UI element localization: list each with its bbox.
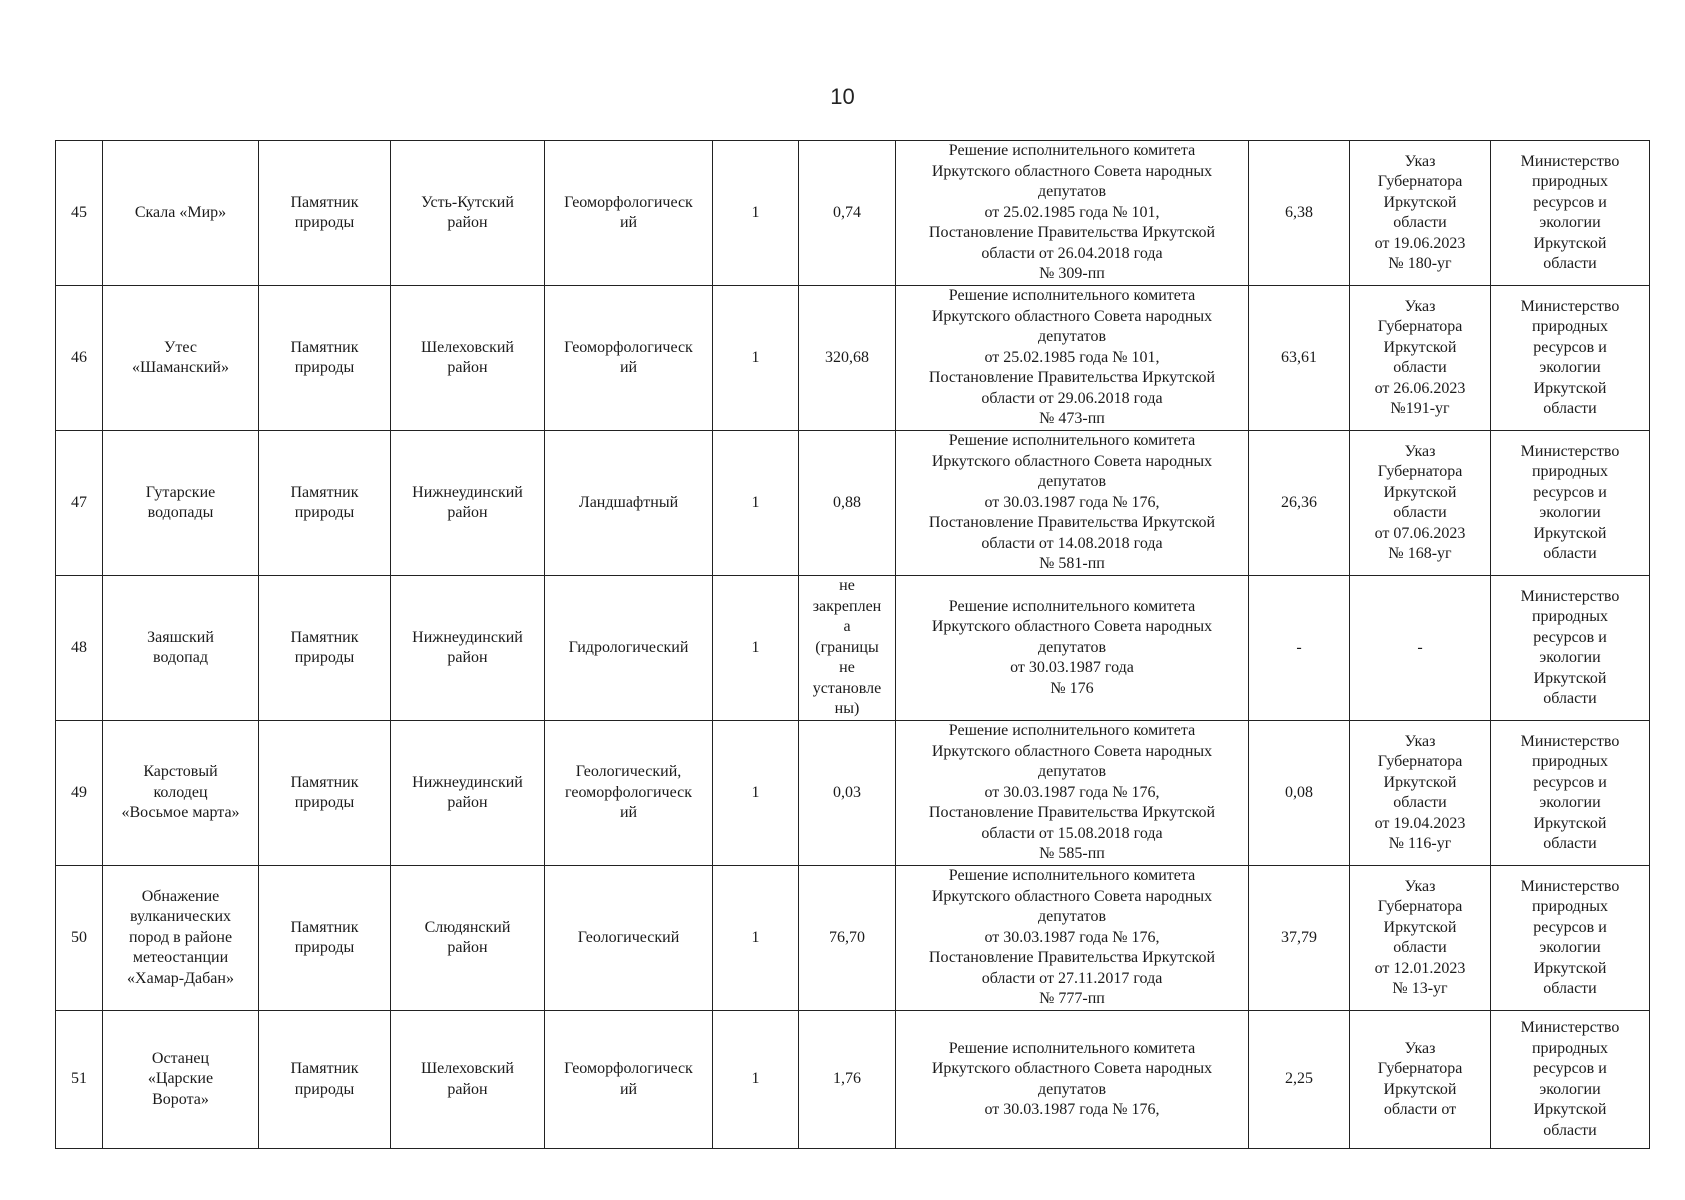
row-number: 46 [56,286,103,431]
object-name: Останец «Царские Ворота» [103,1011,259,1149]
row-number: 47 [56,431,103,576]
buffer-area: 2,25 [1249,1011,1350,1149]
buffer-area: 0,08 [1249,721,1350,866]
object-significance: 1 [713,431,799,576]
object-profile: Геоморфологическ ий [545,1011,713,1149]
managing-authority: Министерство природных ресурсов и экологии Иркутской области [1491,576,1650,721]
governor-decree: Указ Губернатора Иркутской области от 07.06.2023 № 168-уг [1350,431,1491,576]
governor-decree: Указ Губернатора Иркутской области от 19.04.2023 № 116-уг [1350,721,1491,866]
managing-authority: Министерство природных ресурсов и экологии Иркутской области [1491,431,1650,576]
table-row [56,866,1650,1011]
row-number: 48 [56,576,103,721]
governor-decree: Указ Губернатора Иркутской области от 19.06.2023 № 180-уг [1350,141,1491,286]
object-name: Обнажение вулканических пород в районе метеостанции «Хамар-Дабан» [103,866,259,1011]
legal-basis: Решение исполнительного комитета Иркутского областного Совета народных депутатов от 30.03.1987 года № 176, Постановление Правительства Иркутской области от 14.08.2018 года № 581-пп [896,431,1249,576]
managing-authority: Министерство природных ресурсов и экологии Иркутской области [1491,721,1650,866]
object-name: Гутарские водопады [103,431,259,576]
table-row [56,141,1650,286]
object-category: Памятник природы [259,1011,391,1149]
object-district: Нижнеудинский район [391,576,545,721]
object-category: Памятник природы [259,576,391,721]
row-number: 45 [56,141,103,286]
buffer-area: 37,79 [1249,866,1350,1011]
object-significance: 1 [713,1011,799,1149]
object-name: Заяшский водопад [103,576,259,721]
object-profile: Геоморфологическ ий [545,141,713,286]
governor-decree: Указ Губернатора Иркутской области от 12.01.2023 № 13-уг [1350,866,1491,1011]
object-area: 76,70 [799,866,896,1011]
protected-areas-table [55,140,1650,1149]
governor-decree: Указ Губернатора Иркутской области от 26.06.2023 №191-уг [1350,286,1491,431]
object-name: Карстовый колодец «Восьмое марта» [103,721,259,866]
managing-authority: Министерство природных ресурсов и экологии Иркутской области [1491,1011,1650,1149]
page-number: 10 [830,84,855,109]
legal-basis: Решение исполнительного комитета Иркутского областного Совета народных депутатов от 30.03.1987 года № 176 [896,576,1249,721]
governor-decree: Указ Губернатора Иркутской области от [1350,1011,1491,1149]
object-significance: 1 [713,576,799,721]
governor-decree: - [1350,576,1491,721]
buffer-area: - [1249,576,1350,721]
buffer-area: 63,61 [1249,286,1350,431]
object-profile: Гидрологический [545,576,713,721]
object-profile: Ландшафтный [545,431,713,576]
object-significance: 1 [713,866,799,1011]
object-profile: Геоморфологическ ий [545,286,713,431]
object-district: Нижнеудинский район [391,721,545,866]
object-category: Памятник природы [259,721,391,866]
object-area: не закреплен а (границы не установле ны) [799,576,896,721]
managing-authority: Министерство природных ресурсов и экологии Иркутской области [1491,286,1650,431]
object-district: Нижнеудинский район [391,431,545,576]
object-category: Памятник природы [259,141,391,286]
object-area: 1,76 [799,1011,896,1149]
object-district: Слюдянский район [391,866,545,1011]
buffer-area: 26,36 [1249,431,1350,576]
object-area: 0,74 [799,141,896,286]
table-row [56,576,1650,721]
legal-basis: Решение исполнительного комитета Иркутского областного Совета народных депутатов от 25.02.1985 года № 101, Постановление Правительства Иркутской области от 29.06.2018 года № 473-пп [896,286,1249,431]
object-area: 0,03 [799,721,896,866]
row-number: 51 [56,1011,103,1149]
legal-basis: Решение исполнительного комитета Иркутского областного Совета народных депутатов от 25.02.1985 года № 101, Постановление Правительства Иркутской области от 26.04.2018 года № 309-пп [896,141,1249,286]
object-profile: Геологический, геоморфологическ ий [545,721,713,866]
object-profile: Геологический [545,866,713,1011]
object-significance: 1 [713,141,799,286]
legal-basis: Решение исполнительного комитета Иркутского областного Совета народных депутатов от 30.03.1987 года № 176, Постановление Правительства Иркутской области от 15.08.2018 года № 585-пп [896,721,1249,866]
object-category: Памятник природы [259,286,391,431]
object-name: Утес «Шаманский» [103,286,259,431]
object-area: 0,88 [799,431,896,576]
object-significance: 1 [713,286,799,431]
legal-basis: Решение исполнительного комитета Иркутского областного Совета народных депутатов от 30.03.1987 года № 176, [896,1011,1249,1149]
object-district: Шелеховский район [391,1011,545,1149]
table-row [56,286,1650,431]
object-name: Скала «Мир» [103,141,259,286]
managing-authority: Министерство природных ресурсов и экологии Иркутской области [1491,141,1650,286]
legal-basis: Решение исполнительного комитета Иркутского областного Совета народных депутатов от 30.03.1987 года № 176, Постановление Правительства Иркутской области от 27.11.2017 года № 777-пп [896,866,1249,1011]
row-number: 49 [56,721,103,866]
object-category: Памятник природы [259,866,391,1011]
row-number: 50 [56,866,103,1011]
managing-authority: Министерство природных ресурсов и экологии Иркутской области [1491,866,1650,1011]
object-area: 320,68 [799,286,896,431]
object-significance: 1 [713,721,799,866]
object-district: Усть-Кутский район [391,141,545,286]
object-district: Шелеховский район [391,286,545,431]
buffer-area: 6,38 [1249,141,1350,286]
object-category: Памятник природы [259,431,391,576]
table-row [56,721,1650,866]
table-row [56,431,1650,576]
table-row [56,1011,1650,1149]
